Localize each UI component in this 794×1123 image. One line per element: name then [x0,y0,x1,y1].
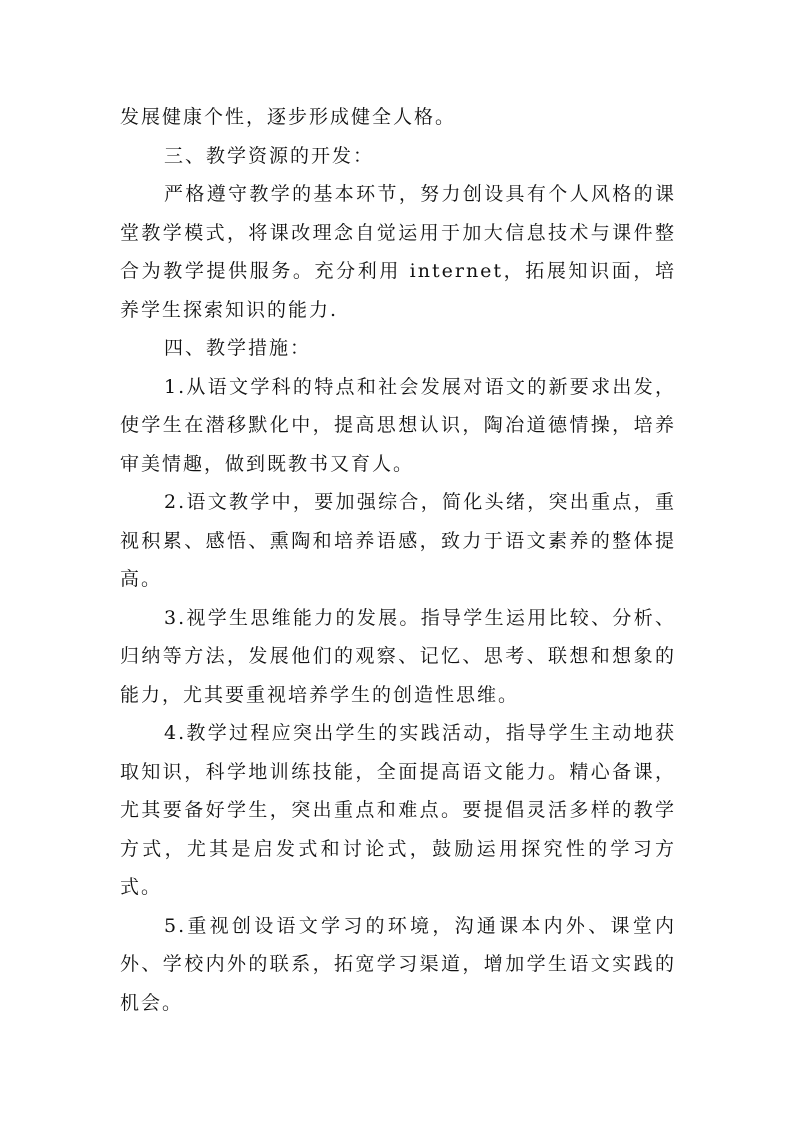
section-heading-teaching-resources: 三、教学资源的开发： [164,144,375,167]
measure-item-4: 4.教学过程应突出学生的实践活动，指导学生主动地获取知识，科学地训练技能，全面提高语文能力。精心备课，尤其要备好学生，突出重点和难点。要提倡灵活多样的教学方式，尤其是启发式和讨论式，鼓励运用探究性的学习方式。 [120,722,676,898]
measure-item-1: 1.从语文学科的特点和社会发展对语文的新要求出发，使学生在潜移默化中，提高思想认识，陶冶道德情操，培养审美情趣，做到既教书又育人。 [120,375,676,475]
section-heading-teaching-measures: 四、教学措施： [164,337,312,359]
measure-item-3: 3.视学生思维能力的发展。指导学生运用比较、分析、归纳等方法，发展他们的观察、记忆、思考、联想和想象的能力，尤其要重视培养学生的创造性思维。 [120,606,676,706]
measure-item-5: 5.重视创设语文学习的环境，沟通课本内外、课堂内外、学校内外的联系，拓宽学习渠道，增加学生语文实践的机会。 [120,914,676,1014]
document-body [120,98,676,1022]
paragraph-continuation: 发展健康个性，逐步形成健全人格。 [120,106,457,128]
measure-item-2: 2.语文教学中，要加强综合，简化头绪，突出重点，重视积累、感悟、熏陶和培养语感，致力于语文素养的整体提高。 [120,491,676,590]
paragraph-teaching-resources: 严格遵守教学的基本环节，努力创设具有个人风格的课堂教学模式，将课改理念自觉运用于加大信息技术与课件整合为教学提供服务。充分利用 internet，拓展知识面，培养学生探索知识的能力. [120,183,676,321]
